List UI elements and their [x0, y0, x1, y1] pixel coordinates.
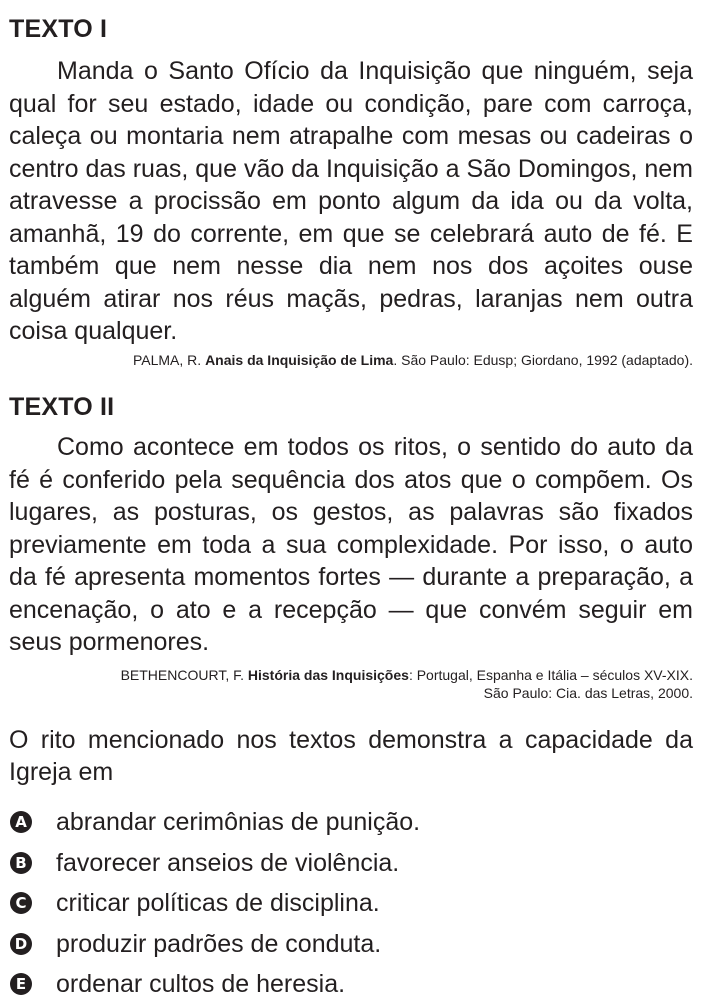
option-d-text: produzir padrões de conduta.	[56, 929, 382, 958]
option-c-text: criticar políticas de disciplina.	[56, 889, 380, 918]
texto-2-heading: TEXTO II	[9, 393, 115, 421]
texto-1-heading: TEXTO I	[9, 15, 108, 43]
answer-options	[9, 802, 693, 1005]
question-stem: O rito mencionado nos textos demonstra a capacidade da Igreja em	[9, 726, 693, 786]
source-publication: . São Paulo: Edusp; Giordano, 1992 (adaptado).	[393, 352, 693, 368]
source-title: Anais da Inquisição de Lima	[205, 352, 394, 368]
texto-2-source-line-2: São Paulo: Cia. das Letras, 2000.	[483, 685, 693, 701]
texto-1-body: Manda o Santo Ofício da Inquisição que ninguém, seja qual for seu estado, idade ou condição, pare com carroça, caleça ou montaria nem atrapalhe com mesas ou cadeiras o centro das ruas, que vão da Inquisição a São Domingos, nem atravesse a procissão em ponto algum da ida ou da volta, amanhã, 19 do corrente, em que se celebrará auto de fé. E também que nem nesse dia nem nos dos açoites ouse alguém atirar nos réus maçãs, pedras, laranjas nem outra coisa qualquer.	[9, 57, 693, 345]
option-c-letter-badge: C	[10, 892, 32, 914]
source-author: PALMA, R.	[132, 352, 206, 368]
option-b-text: favorecer anseios de violência.	[56, 848, 400, 877]
option-a-letter-badge: A	[10, 811, 32, 833]
option-c[interactable]	[9, 883, 693, 924]
source-subtitle: : Portugal, Espanha e Itália – séculos XV-XIX.	[408, 667, 693, 683]
source-title: História das Inquisições	[247, 667, 409, 683]
option-a-text: abrandar cerimônias de punição.	[56, 808, 421, 837]
option-b-letter-badge: B	[10, 852, 32, 874]
option-e-letter-badge: E	[10, 973, 32, 995]
texto-2-source-line-1	[9, 666, 693, 684]
option-b[interactable]	[9, 843, 693, 884]
option-e-text: ordenar cultos de heresia.	[56, 970, 346, 999]
texto-2-body: Como acontece em todos os ritos, o sentido do auto da fé é conferido pela sequência dos atos que o compõem. Os lugares, as posturas, os gestos, as palavras são fixados previamente em toda a sua complexidade. Por isso, o auto da fé apresenta momentos fortes — durante a preparação, a encenação, o ato e a recepção — que convém seguir em seus pormenores.	[9, 433, 693, 656]
source-author: BETHENCOURT, F.	[120, 667, 248, 683]
option-a[interactable]	[9, 802, 693, 843]
texto-2-source	[9, 666, 693, 702]
option-d-letter-badge: D	[10, 933, 32, 955]
option-d[interactable]	[9, 924, 693, 965]
texto-1-source	[9, 351, 693, 369]
option-e[interactable]	[9, 964, 693, 1005]
